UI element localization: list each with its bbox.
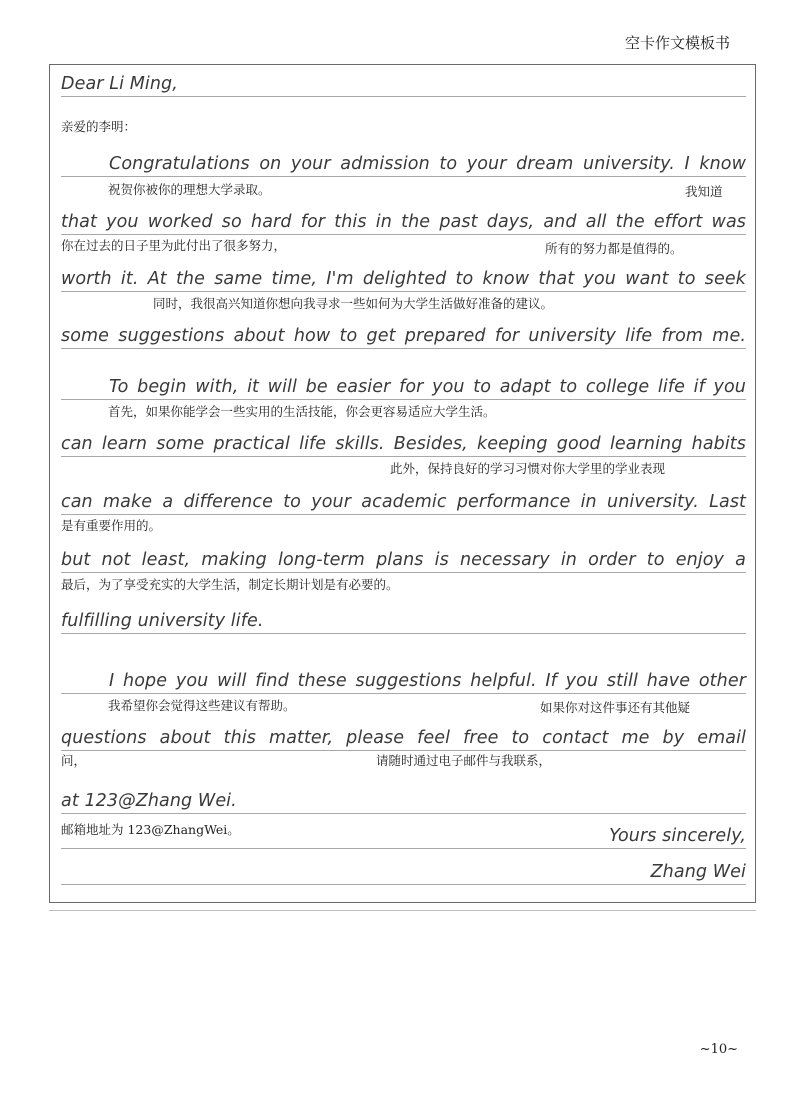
writing-line: [61, 777, 746, 814]
closing: Yours sincerely,: [609, 826, 746, 846]
letter-line: I hope you will find these suggestions helpful. If you still have other: [109, 671, 746, 691]
translation: 请随时通过电子邮件与我联系，: [376, 753, 552, 768]
signature: Zhang Wei: [650, 862, 746, 882]
translation: 祝贺你被你的理想大学录取。: [108, 182, 271, 197]
letter-line: some suggestions about how to get prepared for university life from me.: [61, 326, 746, 346]
writing-line: [61, 657, 746, 694]
letter-line: at 123@Zhang Wei.: [61, 791, 237, 811]
writing-line: [61, 536, 746, 573]
writing-line: [61, 140, 746, 177]
writing-line: [61, 363, 746, 400]
letter-line: questions about this matter, please feel free to contact me by email: [61, 728, 746, 748]
letter-line: that you worked so hard for this in the past days, and all the effort was: [61, 212, 746, 232]
translation: 问，: [61, 753, 87, 768]
writing-line: [61, 198, 746, 235]
writing-line: [61, 60, 746, 97]
translation: 我希望你会觉得这些建议有帮助。: [108, 698, 296, 713]
bottom-rule: [49, 910, 756, 911]
writing-line: [61, 597, 746, 634]
translation: 首先，如果你能学会一些实用的生活技能，你会更容易适应大学生活。: [108, 404, 496, 419]
letter-line: can make a difference to your academic performance in university. Last: [61, 492, 746, 512]
translation: 是有重要作用的。: [61, 518, 162, 533]
writing-line: [61, 420, 746, 457]
translation: 我知道: [685, 184, 723, 199]
writing-line: [61, 812, 746, 849]
letter-line: worth it. At the same time, I'm delighted to know that you want to seek: [61, 269, 746, 289]
writing-line: [61, 714, 746, 751]
translation: 同时，我很高兴知道你想向我寻求一些如何为大学生活做好准备的建议。: [153, 296, 554, 311]
letter-line: but not least, making long-term plans is necessary in order to enjoy a: [61, 550, 746, 570]
translation: 你在过去的日子里为此付出了很多努力，: [61, 238, 287, 253]
letter-line: To begin with, it will be easier for you to adapt to college life if you: [109, 377, 746, 397]
writing-line: [61, 848, 746, 885]
letter-line: fulfilling university life.: [61, 611, 264, 631]
translation: 最后，为了享受充实的大学生活，制定长期计划是有必要的。: [61, 577, 399, 592]
translation: 所有的努力都是值得的。: [545, 241, 683, 256]
greeting: Dear Li Ming,: [61, 74, 178, 94]
greeting-translation: 亲爱的李明：: [61, 119, 137, 134]
translation: 邮箱地址为 123@ZhangWei。: [61, 822, 240, 837]
letter-line: Congratulations on your admission to your dream university. I know: [109, 154, 746, 174]
book-title: 空卡作文模板书: [624, 34, 730, 52]
translation: 此外，保持良好的学习习惯对你大学里的学业表现: [390, 461, 666, 476]
page-number: ~10~: [699, 1042, 738, 1057]
letter-line: can learn some practical life skills. Besides, keeping good learning habits: [61, 434, 746, 454]
translation: 如果你对这件事还有其他疑: [540, 700, 691, 715]
writing-line: [61, 312, 746, 349]
writing-line: [61, 255, 746, 292]
writing-line: [61, 478, 746, 515]
